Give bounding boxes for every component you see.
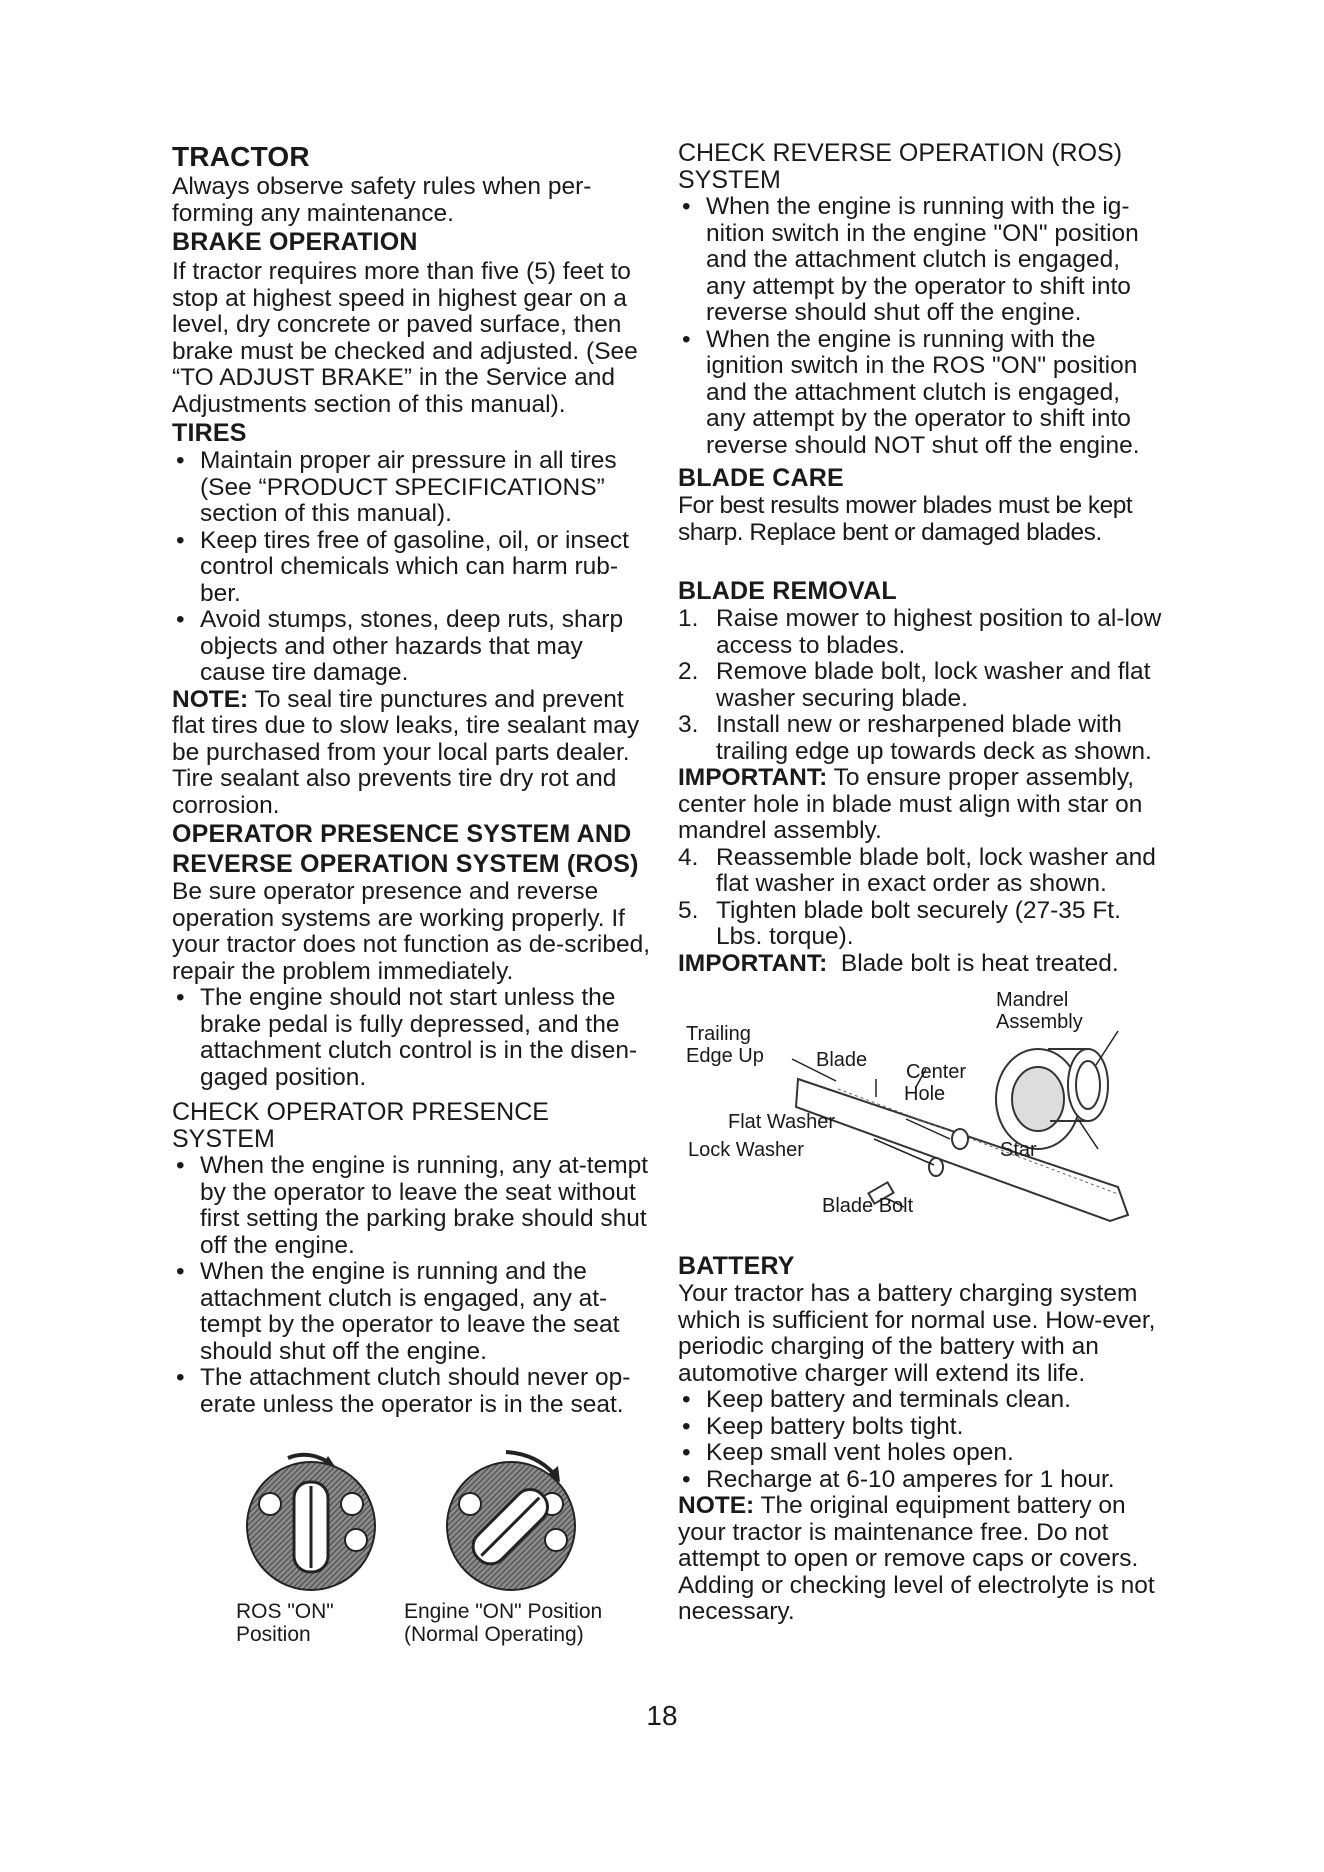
section-title-tractor: TRACTOR xyxy=(172,141,310,172)
important-label: IMPORTANT: xyxy=(678,949,828,977)
label-edge-up: Edge Up xyxy=(686,1045,764,1067)
list-item: • Maintain proper air pressure in all tires (See “PRODUCT SPECIFICATIONS” section of this manual). xyxy=(172,448,652,528)
heading-tires: TIRES xyxy=(172,419,247,447)
blade-care-text: For best results mower blades must be kept sharp. Replace bent or damaged blades. xyxy=(678,492,1133,546)
label-flat-washer: Flat Washer xyxy=(728,1111,836,1133)
step-text: Reassemble blade bolt, lock washer and flat washer in exact order as shown. xyxy=(716,843,1156,897)
list-item: • When the engine is running and the attachment clutch is engaged, any at-tempt by the operator to leave the seat should shut off the engine. xyxy=(172,1259,652,1365)
list-item xyxy=(678,845,1164,898)
tires-note xyxy=(172,687,652,820)
list-item: • When the engine is running with the ig-nition switch in the engine "ON" position and the attachment clutch is engaged, any attempt by the operator to shift into reverse should shut off the engine. xyxy=(678,194,1164,327)
battery-list xyxy=(678,1387,1164,1493)
list-item xyxy=(678,606,1164,659)
important-text: Blade bolt is heat treated. xyxy=(827,949,1119,977)
step-text: Tighten blade bolt securely (27-35 Ft. Lbs. torque). xyxy=(716,896,1121,950)
step-number: 4. xyxy=(678,843,699,871)
tires-list xyxy=(172,448,652,687)
battery-note xyxy=(678,1493,1164,1626)
engine-caption-line1: Engine "ON" Position xyxy=(404,1600,603,1623)
step-text: Install new or resharpened blade with trailing edge up towards deck as shown. xyxy=(716,711,1152,765)
blade-removal-steps xyxy=(678,606,1164,765)
label-assembly: Assembly xyxy=(996,1011,1083,1033)
left-column xyxy=(172,140,652,1656)
ops-list xyxy=(172,985,652,1091)
blade-removal-steps-2 xyxy=(678,845,1164,951)
list-item: • Keep small vent holes open. xyxy=(678,1440,1164,1467)
heading-brake-operation: BRAKE OPERATION xyxy=(172,228,418,256)
engine-position-knob-icon xyxy=(436,1446,586,1596)
ros-position-knob-icon xyxy=(236,1446,386,1596)
step-number: 1. xyxy=(678,605,699,632)
heading-check-operator-presence: CHECK OPERATOR PRESENCE SYSTEM xyxy=(172,1098,549,1153)
list-item xyxy=(678,898,1164,951)
label-blade: Blade xyxy=(816,1049,868,1071)
step-number: 2. xyxy=(678,658,699,685)
important-text: To ensure proper assembly, center hole in blade must align with star on mandrel assembly. xyxy=(678,764,1143,844)
step-number: 5. xyxy=(678,896,699,924)
check-ops-list xyxy=(172,1153,652,1418)
page-number: 18 xyxy=(646,1700,678,1731)
brake-text: If tractor requires more than five (5) feet to stop at highest speed in highest gear on a level, dry concrete or paved surface, then brake must be checked and adjusted. (See “TO ADJUST BRAKE” in the Service and Adjustments section of this manual). xyxy=(172,258,638,418)
label-star: Star xyxy=(1000,1139,1037,1161)
label-blade-bolt: Blade Bolt xyxy=(822,1195,914,1217)
blade-assembly-diagram xyxy=(678,989,1164,1251)
check-ros-list xyxy=(678,194,1164,459)
note-text: To seal tire punctures and prevent flat tires due to slow leaks, tire sealant may be purchased from your local parts dealer. Tire sealant also prevents tire dry rot and corrosion. xyxy=(172,685,640,819)
list-item: • When the engine is running with the ignition switch in the ROS "ON" position and the attachment clutch is engaged, any attempt by the operator to shift into reverse should NOT shut off the engine. xyxy=(678,327,1164,460)
engine-caption xyxy=(404,1600,602,1646)
right-column xyxy=(678,140,1164,1626)
list-item: • Keep tires free of gasoline, oil, or insect control chemicals which can harm rub-ber. xyxy=(172,528,652,608)
ops-text: Be sure operator presence and reverse operation systems are working properly. If your tractor does not function as de-scribed, repair the problem immediately. xyxy=(172,878,651,985)
ros-caption xyxy=(236,1600,334,1646)
step-text: Remove blade bolt, lock washer and flat washer securing blade. xyxy=(716,658,1151,712)
list-item: • Keep battery bolts tight. xyxy=(678,1414,1164,1441)
ros-caption-line1: ROS "ON" xyxy=(236,1600,334,1623)
important-label: IMPORTANT: xyxy=(678,764,828,791)
list-item: • When the engine is running, any at-tempt by the operator to leave the seat without first setting the parking brake should shut off the engine. xyxy=(172,1153,652,1259)
heading-operator-presence: OPERATOR PRESENCE SYSTEM AND REVERSE OPERATION SYSTEM (ROS) xyxy=(172,820,639,878)
label-center: Center xyxy=(906,1061,967,1083)
important-note-2 xyxy=(678,951,1164,978)
list-item xyxy=(678,712,1164,765)
note-label: NOTE: xyxy=(172,685,249,713)
tractor-intro: Always observe safety rules when per-forming any maintenance. xyxy=(172,173,592,227)
ignition-knob-figures xyxy=(172,1446,652,1656)
label-lock-washer: Lock Washer xyxy=(688,1139,804,1161)
heading-battery: BATTERY xyxy=(678,1252,795,1280)
ros-caption-line2: Position xyxy=(236,1623,311,1646)
list-item: • Keep battery and terminals clean. xyxy=(678,1387,1164,1414)
heading-check-ros: CHECK REVERSE OPERATION (ROS) SYSTEM xyxy=(678,139,1123,194)
list-item: • The attachment clutch should never op-erate unless the operator is in the seat. xyxy=(172,1365,652,1418)
engine-caption-line2: (Normal Operating) xyxy=(404,1623,584,1646)
list-item: • The engine should not start unless the brake pedal is fully depressed, and the attachment clutch control is in the disen-gaged position. xyxy=(172,985,652,1091)
important-note-1 xyxy=(678,765,1164,845)
label-mandrel: Mandrel xyxy=(996,989,1069,1011)
heading-blade-care: BLADE CARE xyxy=(678,464,844,492)
note-label: NOTE: xyxy=(678,1492,755,1519)
step-number: 3. xyxy=(678,711,699,738)
list-item xyxy=(678,659,1164,712)
label-trailing: Trailing xyxy=(686,1023,751,1045)
list-item: • Avoid stumps, stones, deep ruts, sharp objects and other hazards that may cause tire damage. xyxy=(172,607,652,687)
label-hole: Hole xyxy=(904,1083,946,1105)
list-item: • Recharge at 6-10 amperes for 1 hour. xyxy=(678,1467,1164,1494)
step-text: Raise mower to highest position to al-low access to blades. xyxy=(716,605,1162,659)
battery-text: Your tractor has a battery charging system which is sufficient for normal use. How-ever, periodic charging of the battery with an automotive charger will extend its life. xyxy=(678,1280,1156,1387)
note-text: The original equipment battery on your tractor is maintenance free. Do not attempt to open or remove caps or covers. Adding or checking level of electrolyte is not necessary. xyxy=(678,1492,1155,1625)
heading-blade-removal: BLADE REMOVAL xyxy=(678,577,897,605)
